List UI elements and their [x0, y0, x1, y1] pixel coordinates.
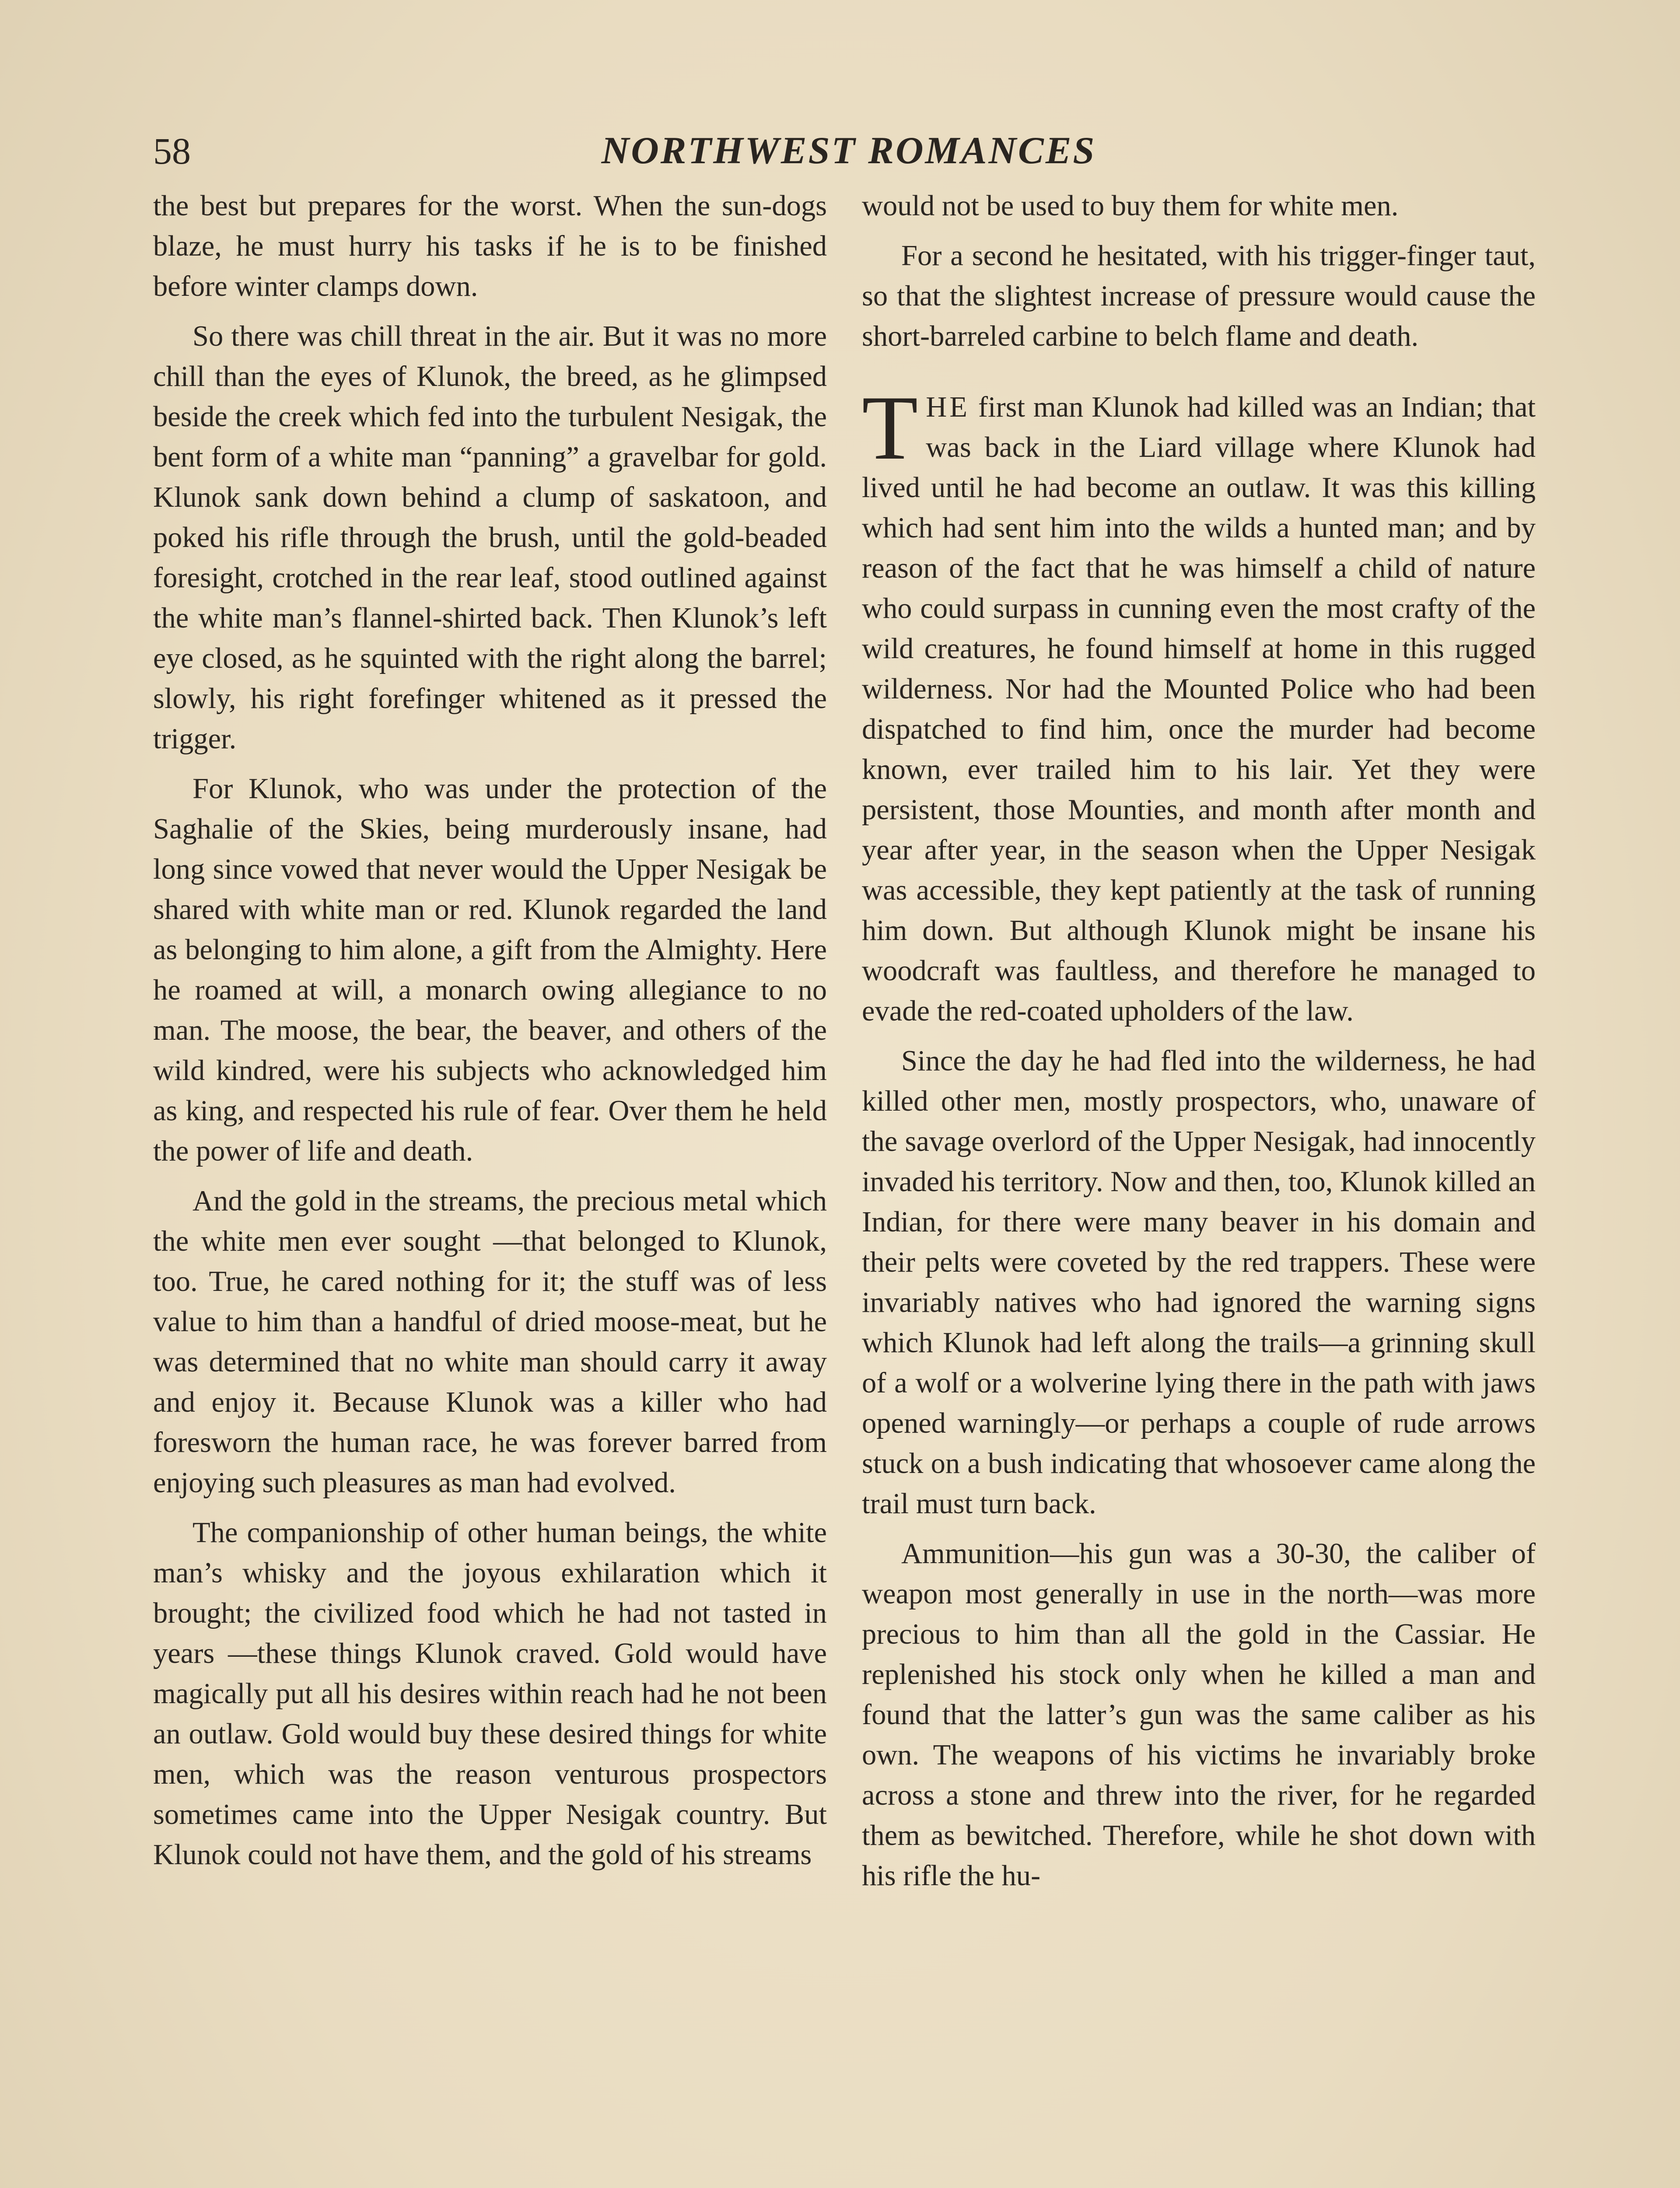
paragraph: For a second he hesitated, with his trigger-finger taut, so that the slightest increase of pressure would cause the short-barreled carbine to belch flame and death. [862, 240, 1536, 352]
paragraph-text: first man Klunok had killed was an Indian; that was back in the Liard village where Klunok had lived until he had become an outlaw. It was this killing which had sent him into the wilds a hunted man; and by reason of the fact that he was himself a child of nature who could surpass in cunning even the most crafty of the wild creatures, he found himself at home in this rugged wilderness. Nor had the Mounted Police who had been dispatched to find him, once the murder had become known, ever trailed him to his lair. Yet they were persistent, those Mounties, and month after month and year after year, in the season when the Upper Nesigak was accessible, they kept patiently at the task of running him down. But although Klunok might be insane his woodcraft was faultless, and therefore he managed to evade the red-coated upholders of the law. [862, 391, 1536, 1027]
left-column [153, 186, 827, 1875]
paragraph: Since the day he had fled into the wilderness, he had killed other men, mostly prospectors, who, unaware of the savage overlord of the Upper Nesigak, had innocently invaded his territory. Now and then, too, Klunok killed an Indian, for there were many beaver in his domain and their pelts were coveted by the red trappers. These were invariably natives who had ignored the warning signs which Klunok had left along the trails—a grinning skull of a wolf or a wolverine lying there in the path with jaws opened warningly—or perhaps a couple of rude arrows stuck on a bush indicating that whosoever came along the trail must turn back. [862, 1045, 1536, 1520]
page-number: 58 [153, 130, 191, 172]
section-opening-paragraph [862, 377, 1536, 1031]
running-title: NORTHWEST ROMANCES [601, 130, 1096, 172]
right-column [862, 186, 1536, 1896]
paragraph: For Klunok, who was under the protection of the Saghalie of the Skies, being murderously insane, had long since vowed that never would the Upper Nesigak be shared with white man or red. Klunok regarded the land as belonging to him alone, a gift from the Almighty. Here he roamed at will, a monarch owing allegiance to no man. The moose, the bear, the beaver, and others of the wild kindred, were his subjects who acknowledged him as king, and respected his rule of fear. Over them he held the power of life and death. [153, 773, 827, 1167]
paragraph: would not be used to buy them for white men. [862, 190, 1399, 222]
page-header [153, 127, 1544, 184]
paragraph: So there was chill threat in the air. But it was no more chill than the eyes of Klunok, the breed, as he glimpsed beside the creek which fed into the turbulent Nesigak, the bent form of a white man “panning” a gravelbar for gold. Klunok sank down behind a clump of saskatoon, and poked his rifle through the brush, until the gold-beaded foresight, crotched in the rear leaf, stood outlined against the white man’s flannel-shirted back. Then Klunok’s left eye closed, as he squinted with the right along the barrel; slowly, his right forefinger whitened as it pressed the trigger. [153, 320, 827, 755]
paragraph: The companionship of other human beings, the white man’s whisky and the joyous exhilaration which it brought; the civilized food which he had not tasted in years —these things Klunok craved. Gold would have magically put all his desires within reach had he not been an outlaw. Gold would buy these desired things for white men, which was the reason venturous prospectors sometimes came into the Upper Nesigak country. But Klunok could not have them, and the gold of his streams [153, 1517, 827, 1871]
drop-cap: T [862, 377, 918, 479]
paragraph: the best but prepares for the worst. When the sun-dogs blaze, he must hurry his tasks if he is to be finished before winter clamps down. [153, 190, 827, 302]
paragraph: And the gold in the streams, the precious metal which the white men ever sought —that belonged to Klunok, too. True, he cared nothing for it; the stuff was of less value to him than a handful of dried moose-meat, but he was determined that no white man should carry it away and enjoy it. Because Klunok was a killer who had foresworn the human race, he was forever barred from enjoying such pleasures as man had evolved. [153, 1185, 827, 1499]
small-caps-lead: HE [926, 391, 970, 423]
paragraph: Ammunition—his gun was a 30-30, the caliber of weapon most generally in use in the north—was more precious to him than all the gold in the Cassiar. He replenished his stock only when he killed a man and found that the latter’s gun was the same caliber as his own. The weapons of his victims he invariably broke across a stone and threw into the river, for he regarded them as bewitched. Therefore, while he shot down with his rifle the hu- [862, 1538, 1536, 1892]
